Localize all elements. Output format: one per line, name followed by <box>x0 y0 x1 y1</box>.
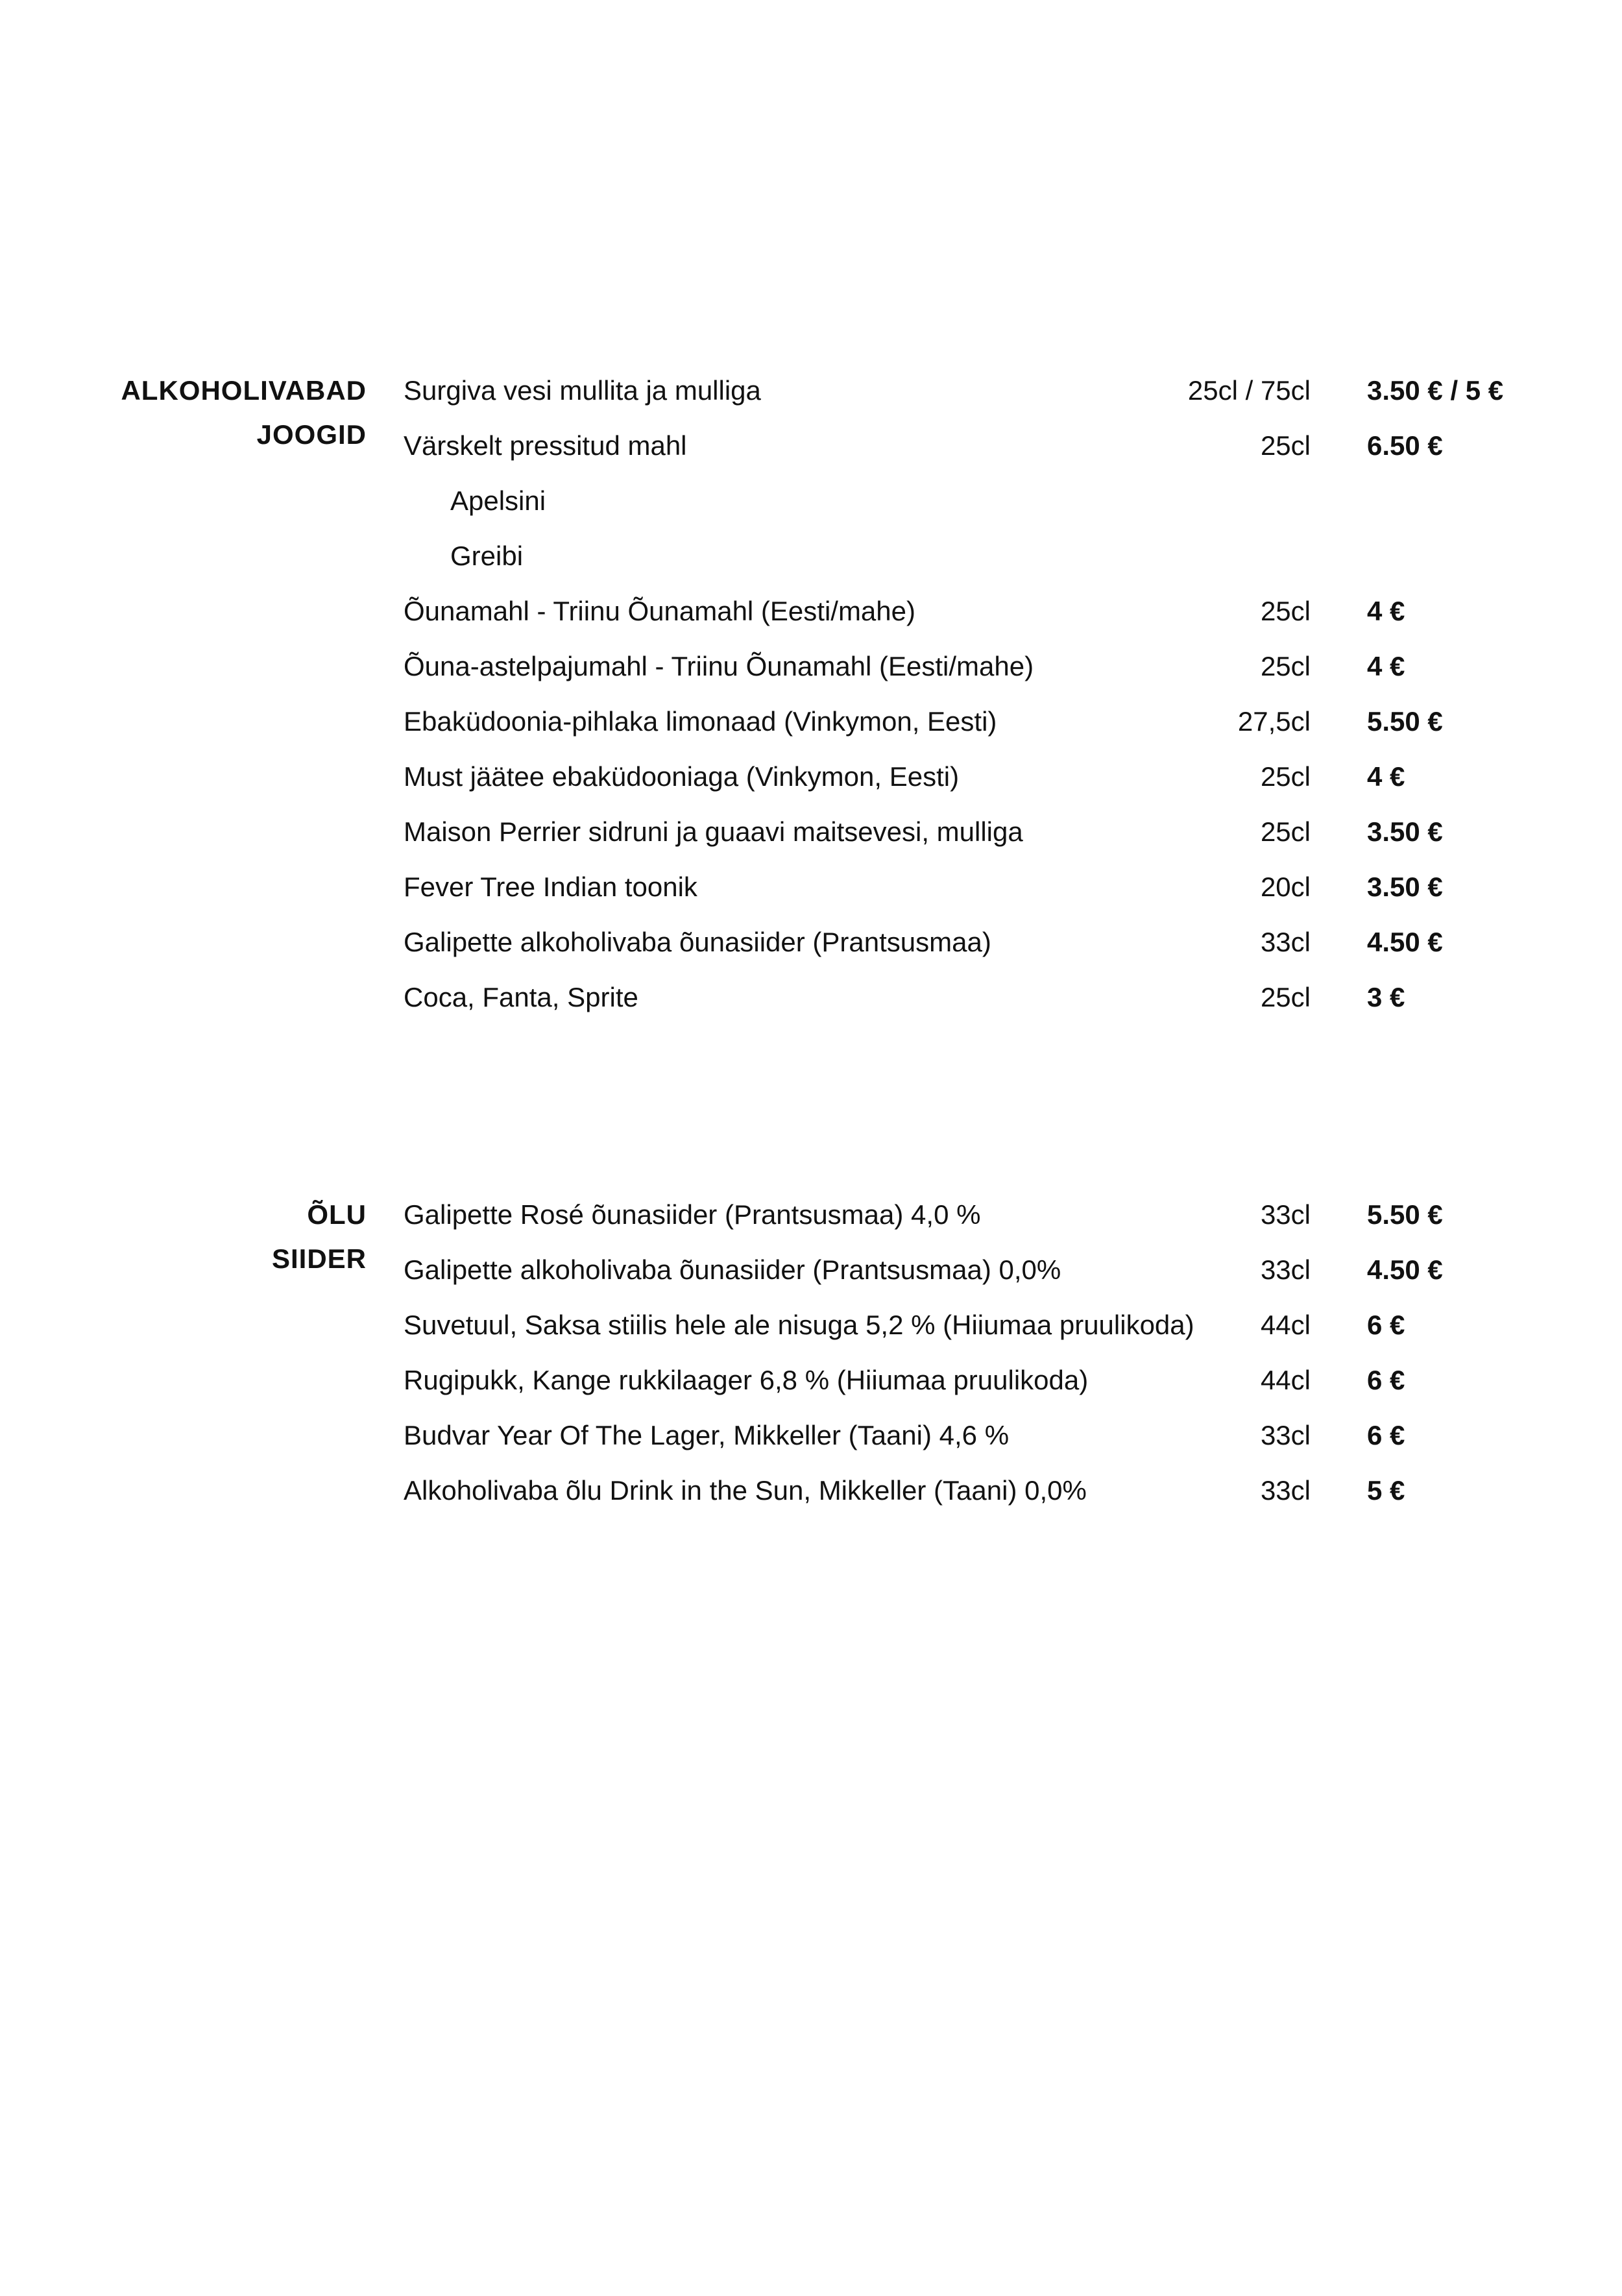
menu-item <box>0 1193 1622 1248</box>
item-name: Galipette alkoholivaba õunasiider (Prantsusmaa) <box>404 927 991 957</box>
menu-item <box>0 1303 1622 1358</box>
item-size: 33cl <box>1260 1475 1311 1506</box>
menu-item <box>0 920 1622 975</box>
item-name: Värskelt pressitud mahl <box>404 430 687 461</box>
item-name: Rugipukk, Kange rukkilaager 6,8 % (Hiiumaa pruulikoda) <box>404 1365 1089 1395</box>
item-size: 33cl <box>1260 1254 1311 1285</box>
item-name: Galipette Rosé õunasiider (Prantsusmaa) 4,0 % <box>404 1199 981 1230</box>
menu-item <box>0 369 1622 424</box>
item-size: 25cl <box>1260 816 1311 847</box>
item-size: 33cl <box>1260 1199 1311 1230</box>
menu-item <box>0 1413 1622 1469</box>
item-price: 6 € <box>1367 1420 1405 1450</box>
item-price: 6.50 € <box>1367 430 1443 461</box>
item-price: 6 € <box>1367 1310 1405 1340</box>
item-size: 25cl <box>1260 430 1311 461</box>
item-name: Õunamahl - Triinu Õunamahl (Eesti/mahe) <box>404 596 915 626</box>
item-name: Õuna-astelpajumahl - Triinu Õunamahl (Eesti/mahe) <box>404 651 1034 681</box>
item-name: Fever Tree Indian toonik <box>404 872 697 902</box>
item-size: 20cl <box>1260 872 1311 902</box>
menu-item <box>0 1248 1622 1303</box>
menu-item <box>0 1358 1622 1413</box>
menu-item <box>0 865 1622 920</box>
item-size: 33cl <box>1260 1420 1311 1450</box>
item-price: 5.50 € <box>1367 706 1443 737</box>
menu-item <box>0 644 1622 700</box>
menu-subitem <box>0 479 1622 534</box>
menu-item <box>0 1469 1622 1524</box>
item-price: 5 € <box>1367 1475 1405 1506</box>
menu-item <box>0 700 1622 755</box>
item-price: 3 € <box>1367 982 1405 1012</box>
item-price: 4 € <box>1367 651 1405 681</box>
section-title-line: ÕLU <box>307 1199 367 1230</box>
item-name: Budvar Year Of The Lager, Mikkeller (Taani) 4,6 % <box>404 1420 1010 1450</box>
menu-item <box>0 975 1622 1031</box>
menu-item <box>0 755 1622 810</box>
menu-subitem <box>0 534 1622 589</box>
item-size: 27,5cl <box>1237 706 1311 737</box>
item-price: 4.50 € <box>1367 927 1443 957</box>
item-size: 25cl <box>1260 761 1311 792</box>
item-name: Surgiva vesi mullita ja mulliga <box>404 375 761 406</box>
section-title-line: SIIDER <box>271 1243 367 1274</box>
item-name: Ebaküdoonia-pihlaka limonaad (Vinkymon, Eesti) <box>404 706 997 737</box>
item-size: 44cl <box>1260 1310 1311 1340</box>
item-price: 3.50 € <box>1367 872 1443 902</box>
item-name: Must jäätee ebaküdooniaga (Vinkymon, Eesti) <box>404 761 960 792</box>
item-size: 25cl <box>1260 982 1311 1012</box>
item-price: 3.50 € / 5 € <box>1367 375 1504 406</box>
item-price: 6 € <box>1367 1365 1405 1395</box>
item-price: 3.50 € <box>1367 816 1443 847</box>
item-size: 44cl <box>1260 1365 1311 1395</box>
item-size: 25cl <box>1260 596 1311 626</box>
item-price: 4 € <box>1367 761 1405 792</box>
item-size: 25cl / 75cl <box>1187 375 1311 406</box>
item-size: 25cl <box>1260 651 1311 681</box>
item-name: Apelsini <box>450 485 546 516</box>
section-title-line: ALKOHOLIVABAD <box>121 375 367 406</box>
item-name: Greibi <box>450 541 524 571</box>
menu-item <box>0 589 1622 644</box>
section-title-line: JOOGID <box>256 419 367 450</box>
menu-item <box>0 810 1622 865</box>
item-name: Alkoholivaba õlu Drink in the Sun, Mikkeller (Taani) 0,0% <box>404 1475 1087 1506</box>
item-name: Maison Perrier sidruni ja guaavi maitsevesi, mulliga <box>404 816 1023 847</box>
item-size: 33cl <box>1260 927 1311 957</box>
menu-item <box>0 424 1622 479</box>
item-price: 4.50 € <box>1367 1254 1443 1285</box>
item-name: Galipette alkoholivaba õunasiider (Prantsusmaa) 0,0% <box>404 1254 1061 1285</box>
item-name: Suvetuul, Saksa stiilis hele ale nisuga 5,2 % (Hiiumaa pruulikoda) <box>404 1310 1194 1340</box>
item-price: 4 € <box>1367 596 1405 626</box>
item-name: Coca, Fanta, Sprite <box>404 982 638 1012</box>
item-price: 5.50 € <box>1367 1199 1443 1230</box>
